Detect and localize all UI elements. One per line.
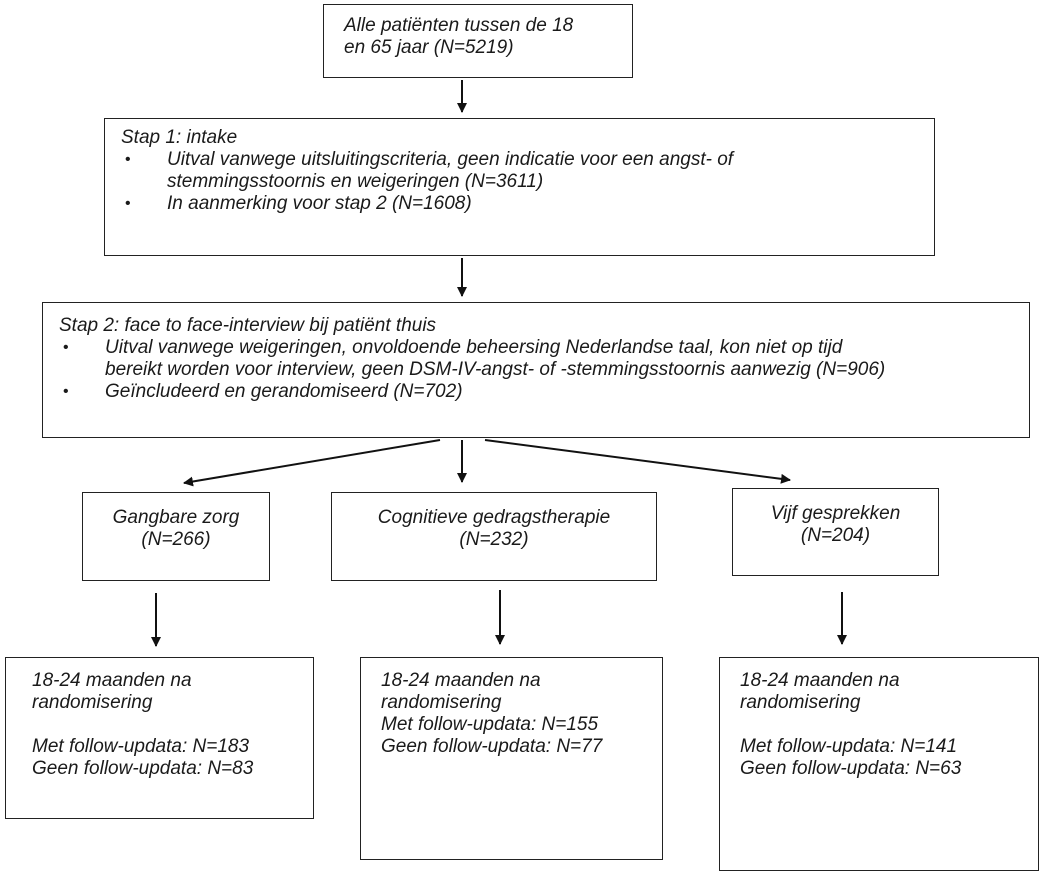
followup-cbt-line2: randomisering — [381, 692, 502, 713]
step1-bullet1-line1: Uitval vanwege uitsluitingscriteria, geen indicatie voor een angst- of — [167, 149, 734, 170]
step1-bullet-dropout — [121, 149, 934, 193]
step2-bullet-dropout — [59, 337, 1029, 381]
arm-usual-care-name: Gangbare zorg — [112, 507, 240, 528]
followup-five-sessions-line1: 18-24 maanden na — [740, 670, 900, 691]
step1-bullet2: In aanmerking voor stap 2 (N=1608) — [167, 193, 472, 214]
arm-cbt-name: Cognitieve gedragstherapie — [377, 507, 611, 528]
spacer — [32, 714, 313, 736]
step2-title-prefix: Stap 2: — [59, 315, 125, 336]
step2-bullet1-line2: bereikt worden voor interview, geen DSM-IV-angst- of -stemmingsstoornis aanwezig (N=906) — [105, 359, 886, 380]
followup-cbt-line1: 18-24 maanden na — [381, 670, 541, 691]
box-step1-intake — [104, 118, 935, 256]
step2-title — [59, 315, 1029, 337]
box-followup-cbt — [360, 657, 663, 860]
arrow-step2-to-usual-care — [184, 440, 440, 483]
box-step2-interview — [42, 302, 1030, 438]
followup-five-sessions-with: Met follow-updata: N=141 — [740, 736, 958, 757]
followup-cbt-with: Met follow-updata: N=155 — [381, 714, 599, 735]
box-arm-five-sessions — [732, 488, 939, 576]
step1-title: Stap 1: intake — [121, 127, 238, 148]
box-arm-cbt — [331, 492, 657, 581]
step1-bullets — [121, 149, 934, 215]
step1-bullet1-line2: stemmingsstoornis en weigeringen (N=3611) — [167, 171, 544, 192]
box-followup-usual-care — [5, 657, 314, 819]
box-followup-five-sessions — [719, 657, 1039, 871]
arm-five-sessions-name: Vijf gesprekken — [770, 503, 901, 524]
spacer — [740, 714, 1038, 736]
step2-title-mid: face to face — [124, 315, 223, 336]
followup-five-sessions-line2: randomisering — [740, 692, 861, 713]
arrow-step2-to-five-sessions — [485, 440, 790, 480]
step2-bullets — [59, 337, 1029, 403]
followup-usual-care-without: Geen follow-updata: N=83 — [32, 758, 254, 779]
followup-usual-care-with: Met follow-updata: N=183 — [32, 736, 250, 757]
arm-five-sessions-n: (N=204) — [800, 525, 871, 546]
step1-bullet-eligible — [121, 193, 934, 215]
followup-usual-care-line1: 18-24 maanden na — [32, 670, 192, 691]
step2-bullet1-line1: Uitval vanwege weigeringen, onvoldoende beheersing Nederlandse taal, kon niet op tijd — [105, 337, 843, 358]
step2-title-suffix: -interview bij patiënt thuis — [222, 315, 437, 336]
box-all-patients — [323, 4, 633, 78]
all-patients-line2: en 65 jaar (N=5219) — [344, 37, 514, 58]
box-arm-usual-care — [82, 492, 270, 581]
followup-usual-care-line2: randomisering — [32, 692, 153, 713]
all-patients-line1: Alle patiënten tussen de 18 — [344, 15, 574, 36]
arm-usual-care-n: (N=266) — [141, 529, 211, 550]
followup-cbt-without: Geen follow-updata: N=77 — [381, 736, 603, 757]
step2-bullet2: Geïncludeerd en gerandomiseerd (N=702) — [105, 381, 463, 402]
step2-bullet-included — [59, 381, 1029, 403]
followup-five-sessions-without: Geen follow-updata: N=63 — [740, 758, 962, 779]
arm-cbt-n: (N=232) — [459, 529, 529, 550]
